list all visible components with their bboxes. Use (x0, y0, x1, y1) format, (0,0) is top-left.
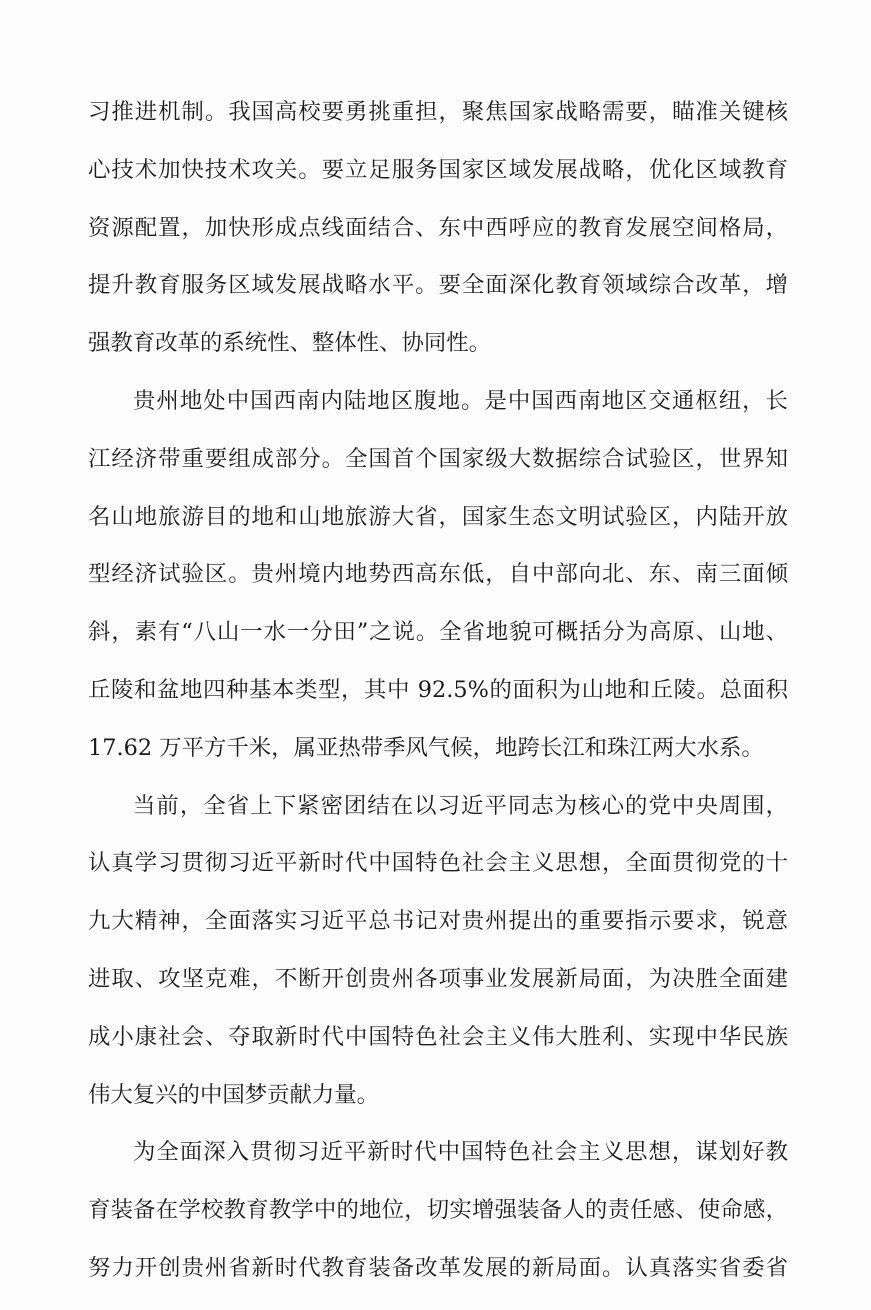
text-line: 17.62 万平方千米，属亚热带季风气候，地跨长江和珠江两大水系。 (88, 734, 764, 761)
text-line: 型经济试验区。贵州境内地势西高东低，自中部向北、东、南三面倾 (88, 561, 788, 588)
text-line: 当前，全省上下紧密团结在以习近平同志为核心的党中央周围， (133, 792, 788, 819)
text-line: 伟大复兴的中国梦贡献力量。 (88, 1081, 380, 1108)
document-body (88, 84, 788, 1298)
text-line: 贵州地处中国西南内陆地区腹地。是中国西南地区交通枢纽，长 (133, 387, 788, 414)
text-line: 强教育改革的系统性、整体性、协同性。 (88, 330, 492, 357)
text-line: 育装备在学校教育教学中的地位，切实增强装备人的责任感、使命感， (88, 1197, 788, 1224)
text-line: 成小康社会、夺取新时代中国特色社会主义伟大胜利、实现中华民族 (88, 1023, 788, 1050)
paragraph (88, 1124, 788, 1297)
text-line: 名山地旅游目的地和山地旅游大省，国家生态文明试验区，内陆开放 (88, 503, 788, 530)
text-line: 习推进机制。我国高校要勇挑重担，聚焦国家战略需要，瞄准关键核 (88, 99, 788, 125)
text-line: 为全面深入贯彻习近平新时代中国特色社会主义思想，谋划好教 (133, 1139, 788, 1166)
text-line: 进取、攻坚克难，不断开创贵州各项事业发展新局面，为决胜全面建 (88, 965, 788, 992)
text-line: 提升教育服务区域发展战略水平。要全面深化教育领域综合改革，增 (88, 272, 788, 299)
text-line: 丘陵和盆地四种基本类型，其中 92.5%的面积为山地和丘陵。总面积 (88, 676, 788, 703)
text-line: 心技术加快技术攻关。要立足服务国家区域发展战略，优化区域教育 (88, 156, 788, 183)
text-line: 九大精神，全面落实习近平总书记对贵州提出的重要指示要求，锐意 (88, 908, 788, 935)
paragraph (88, 778, 788, 1125)
text-line: 江经济带重要组成部分。全国首个国家级大数据综合试验区，世界知 (88, 445, 788, 472)
paragraph (88, 84, 788, 373)
text-line: 认真学习贯彻习近平新时代中国特色社会主义思想，全面贯彻党的十 (88, 850, 788, 877)
text-line: 努力开创贵州省新时代教育装备改革发展的新局面。认真落实省委省 (88, 1254, 788, 1281)
text-line: 资源配置，加快形成点线面结合、东中西呼应的教育发展空间格局， (88, 214, 788, 241)
text-line: 斜，素有“八山一水一分田”之说。全省地貌可概括分为高原、山地、 (88, 619, 788, 646)
paragraph (88, 373, 788, 778)
